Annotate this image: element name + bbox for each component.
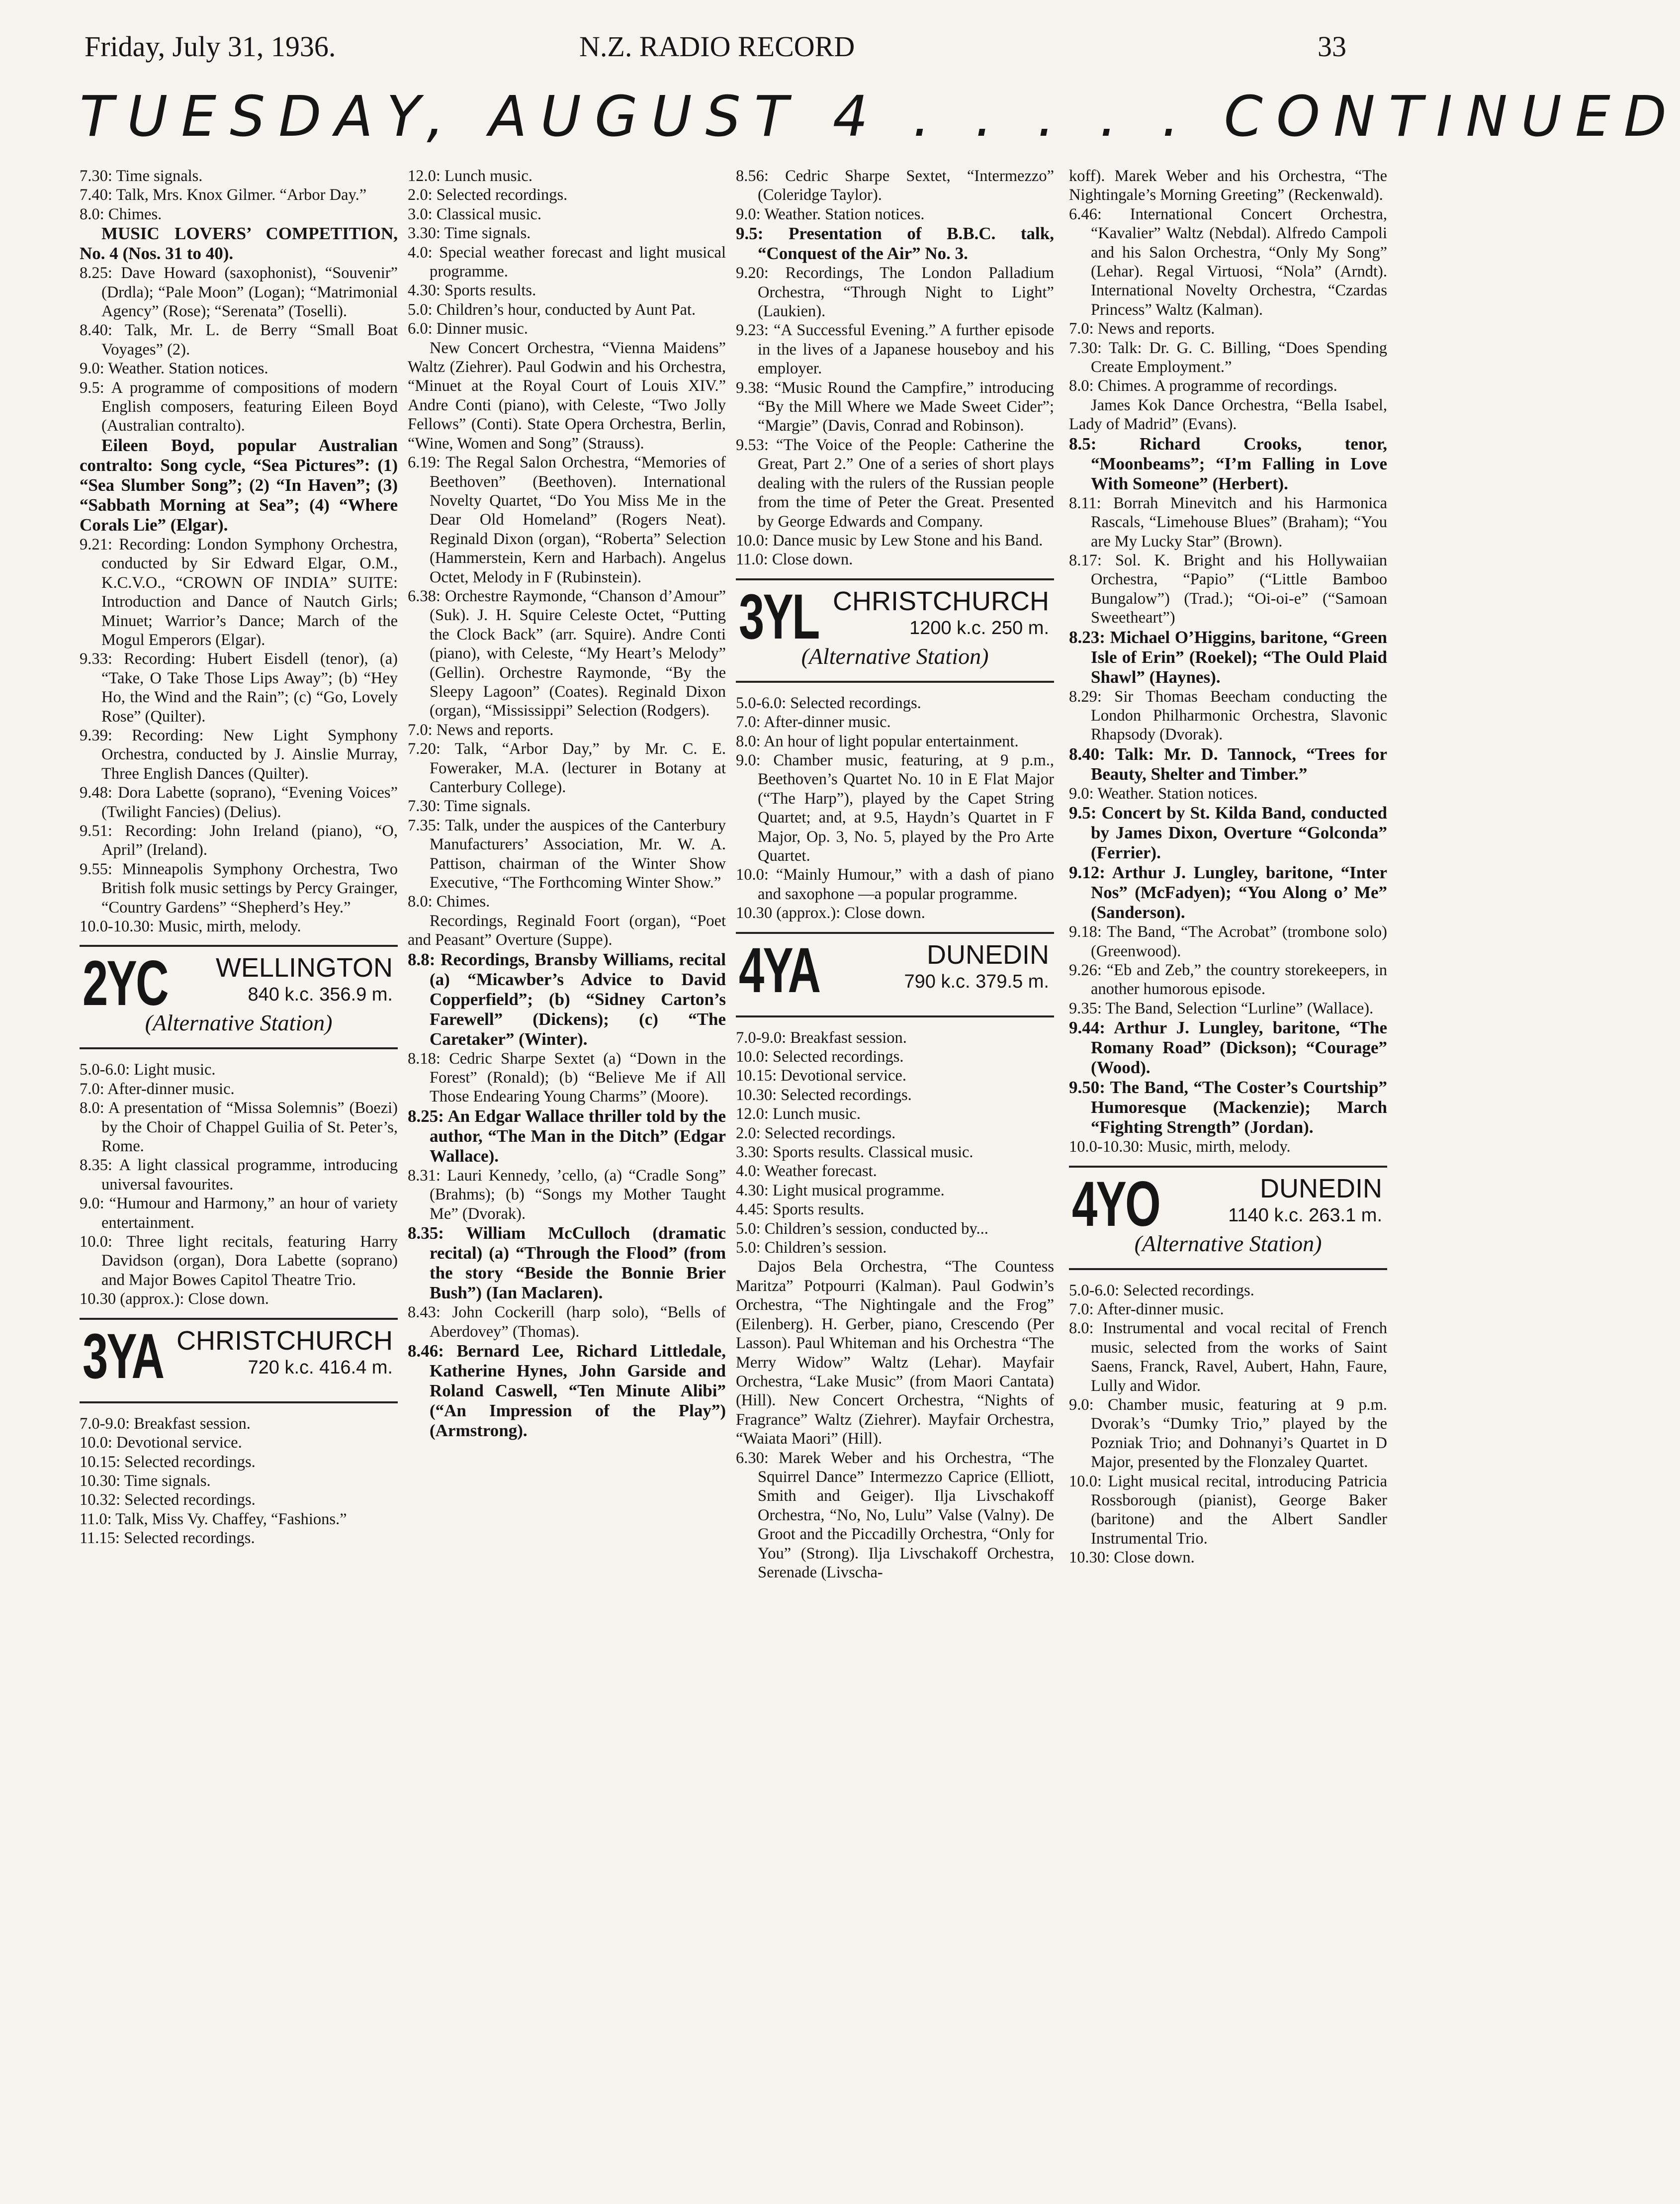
listing: 7.30: Time signals.: [80, 167, 203, 185]
listing: 10.30 (approx.): Close down.: [736, 904, 925, 922]
listing: Eileen Boyd, popular Australian contralto: Song cycle, “Sea Pictures”: (1) “Sea Slumber Song”; (2) “In Haven”; (3) “Sabbath Morning at Sea”; (4) “Where Corals Lie” (Elgar).: [80, 435, 398, 535]
listing: 10.0: Dance music by Lew Stone and his Band.: [736, 531, 1043, 550]
listing: 10.0: Light musical recital, introducing Patricia Rossborough (pianist), George Baker (baritone) and the Albert Sandler Instrumental Trio.: [1069, 1472, 1387, 1548]
station-frequency: 840 k.c. 356.9 m.: [248, 984, 393, 1006]
listing: 10.32: Selected recordings.: [80, 1491, 256, 1509]
listing: 9.5: Concert by St. Kilda Band, conducted by James Dixon, Overture “Golconda” (Ferrier).: [1069, 803, 1387, 863]
listing: 8.35: A light classical programme, introducing universal favourites.: [80, 1156, 398, 1194]
listing: 12.0: Lunch music.: [408, 167, 532, 185]
column-3: [736, 167, 1054, 1582]
listing: 9.20: Recordings, The London Palladium Orchestra, “Through Night to Light” (Laukien).: [736, 264, 1054, 321]
listing: Recordings, Reginald Foort (organ), “Poet and Peasant” Overture (Suppe).: [408, 912, 726, 949]
column-2: [408, 167, 726, 1441]
station-alternative-label: (Alternative Station): [145, 1010, 333, 1036]
listing: 8.31: Lauri Kennedy, ’cello, (a) “Cradle Song” (Brahms); (b) “Songs my Mother Taught Me” (Dvorak).: [408, 1166, 726, 1223]
station-call-sign: 2YC: [83, 948, 168, 1019]
listing: 9.0: Weather. Station notices.: [1069, 784, 1258, 803]
listing: Dajos Bela Orchestra, “The Countess Maritza” Potpourri (Kalman). Paul Godwin’s Orchestra, “The Nightingale and the Frog” (Eilenberg). H. Gerber, piano, Crescendo (Per Lasson). Paul Whiteman and his Orchestra “The Merry Widow” Waltz (Lehar). Mayfair Orchestra, “Lake Music” (from Maori Cantata) (Hill). New Concert Orchestra, “Nights of Fragrance” Waltz (Ziehrer). Mayfair Orchestra, “Waiata Maori” (Hill).: [736, 1258, 1054, 1448]
header-page-number: 33: [1318, 30, 1346, 63]
listing: 8.40: Talk: Mr. D. Tannock, “Trees for Beauty, Shelter and Timber.”: [1069, 744, 1387, 784]
listing: 5.0: Children’s session, conducted by...: [736, 1219, 988, 1238]
listing: 8.8: Recordings, Bransby Williams, recital (a) “Micawber’s Advice to David Copperfield”; (b) “Sidney Carton’s Farewell” (Dickens); (c) “The Caretaker” (Winter).: [408, 949, 726, 1049]
station-box-3ya: [80, 1318, 398, 1403]
station-call-sign: 3YA: [83, 1320, 164, 1392]
listing: 7.0-9.0: Breakfast session.: [80, 1414, 251, 1433]
station-box-4yo: [1069, 1166, 1387, 1270]
listing: 10.0: Selected recordings.: [736, 1048, 904, 1066]
station-box-3yl: [736, 578, 1054, 683]
station-box-4ya: [736, 932, 1054, 1017]
listing: 6.0: Dinner music.: [408, 320, 528, 338]
listing: 10.0-10.30: Music, mirth, melody.: [1069, 1138, 1291, 1156]
listing: 9.12: Arthur J. Lungley, baritone, “Inter Nos” (McFadyen); “You Along o’ Me” (Sanderson).: [1069, 863, 1387, 922]
listing: 9.26: “Eb and Zeb,” the country storekeepers, in another humorous episode.: [1069, 961, 1387, 999]
station-city: WELLINGTON: [215, 953, 393, 983]
listing: 9.0: Chamber music, featuring, at 9 p.m., Beethoven’s Quartet No. 10 in E Flat Major (“The Harp”), played by the Capet String Quartet; and, at 9.5, Haydn’s Quartet in F Major, Op. 3, No. 5, played by the Pro Arte Quartet.: [736, 751, 1054, 865]
station-city: DUNEDIN: [926, 939, 1049, 970]
listing: 8.25: An Edgar Wallace thriller told by the author, “The Man in the Ditch” (Edgar Wallace).: [408, 1106, 726, 1166]
station-frequency: 1200 k.c. 250 m.: [909, 617, 1049, 639]
listing: 10.0: “Mainly Humour,” with a dash of piano and saxophone —a popular programme.: [736, 866, 1054, 903]
listing: 10.15: Devotional service.: [736, 1067, 906, 1085]
listing: 10.0: Three light recitals, featuring Harry Davidson (organ), Dora Labette (soprano) and Major Bowes Capitol Theatre Trio.: [80, 1233, 398, 1289]
listing: 9.5: A programme of compositions of modern English composers, featuring Eileen Boyd (Australian contralto).: [80, 378, 398, 435]
listing: 9.53: “The Voice of the People: Catherine the Great, Part 2.” One of a series of short plays dealing with the rulers of the Russian people from the time of Peter the Great. Presented by George Edwards and Company.: [736, 436, 1054, 531]
listing: 8.23: Michael O’Higgins, baritone, “Green Isle of Erin” (Roekel); “The Ould Plaid Shawl” (Haynes).: [1069, 627, 1387, 687]
column-1: [80, 167, 398, 1548]
listing: 8.0: Chimes. A programme of recordings.: [1069, 377, 1337, 395]
listing: 6.38: Orchestre Raymonde, “Chanson d’Amour” (Suk). J. H. Squire Celeste Octet, “Putting the Clock Back” (arr. Squire). Andre Conti (piano), with Celeste, “My Heart’s Melody” (Gellin). Orchestre Raymonde, “By the Sleepy Lagoon” (Coates). Reginald Dixon (organ), “Mississippi” Selection (Rodgers).: [408, 587, 726, 720]
listing: 5.0-6.0: Selected recordings.: [1069, 1281, 1254, 1299]
listing: 10.30: Selected recordings.: [736, 1086, 912, 1104]
listing: 9.50: The Band, “The Coster’s Courtship” Humoresque (Mackenzie); March “Fighting Strength” (Jordan).: [1069, 1078, 1387, 1137]
listing: 6.46: International Concert Orchestra, “Kavalier” Waltz (Nebdal). Alfredo Campoli and his Salon Orchestra, “Only My Song” (Lehar). Regal Virtuosi, “Nola” (Arndt). International Novelty Orchestra, “Czardas Princess” Waltz (Kalman).: [1069, 205, 1387, 319]
listing: 8.0: An hour of light popular entertainment.: [736, 732, 1019, 750]
column-4: [1069, 167, 1387, 1567]
listing: 8.17: Sol. K. Bright and his Hollywaiian Orchestra, “Papio” (“Little Bamboo Bungalow”) (Trad.); “Oi-oi-e” (“Samoan Sweetheart”): [1069, 551, 1387, 627]
listing: 8.18: Cedric Sharpe Sextet (a) “Down in the Forest” (Ronald); (b) “Believe Me if All Those Endearing Young Charms” (Moore).: [408, 1049, 726, 1106]
station-city: DUNEDIN: [1259, 1173, 1382, 1203]
listing: 9.21: Recording: London Symphony Orchestra, conducted by Sir Edward Elgar, O.M., K.C.V.O., “CROWN OF INDIA” SUITE: Introduction and Dance of Nautch Girls; Minuet; Warrior’s Dance; March of the Mogul Emperors (Elgar).: [80, 535, 398, 649]
listing: 11.0: Talk, Miss Vy. Chaffey, “Fashions.”: [80, 1510, 347, 1528]
listing: 11.15: Selected recordings.: [80, 1529, 255, 1548]
listing: 8.0: Chimes.: [408, 893, 490, 911]
listing: 9.39: Recording: New Light Symphony Orchestra, conducted by J. Ainslie Murray, Three English Dances (Quilter).: [80, 726, 398, 783]
listing: 8.0: Instrumental and vocal recital of French music, selected from the works of Saint Saens, Franck, Ravel, Aubert, Hahn, Faure, Lully and Widor.: [1069, 1319, 1387, 1395]
listing: 9.38: “Music Round the Campfire,” introducing “By the Mill Where we Made Sweet Cider”; “Margie” (Davis, Conrad and Robinson).: [736, 378, 1054, 435]
listing: 6.19: The Regal Salon Orchestra, “Memories of Beethoven” (Beethoven). International Novelty Quartet, “Do You Miss Me in the Dear Old Homeland” (Rogers Neat). Reginald Dixon (organ), “Roberta” Selection (Hammerstein, Kern and Harbach). Angelus Octet, Melody in F (Rubinstein).: [408, 454, 726, 586]
listing: 4.0: Weather forecast.: [736, 1162, 877, 1181]
header-date: Friday, July 31, 1936.: [85, 30, 336, 63]
listing: 9.55: Minneapolis Symphony Orchestra, Two British folk music settings by Percy Grainger, “Country Gardens” “Shepherd’s Hey.”: [80, 860, 398, 917]
listing: 8.5: Richard Crooks, tenor, “Moonbeams”; “I’m Falling in Love With Someone” (Herbert).: [1069, 434, 1387, 493]
listing: 4.30: Light musical programme.: [736, 1181, 945, 1199]
listing: 9.0: “Humour and Harmony,” an hour of variety entertainment.: [80, 1194, 398, 1232]
listing: 2.0: Selected recordings.: [408, 186, 568, 204]
listing: 7.0: After-dinner music.: [736, 713, 891, 732]
listing: New Concert Orchestra, “Vienna Maidens” Waltz (Ziehrer). Paul Godwin and his Orchestra, “Minuet at the Royal Court of Louis XIV.” Andre Conti (piano), with Celeste, “Two Jolly Fellows” (Conti). State Opera Orchestra, Berlin, “Wine, Women and Song” (Strauss).: [408, 339, 726, 453]
listing: 9.0: Weather. Station notices.: [80, 360, 268, 378]
listing: 5.0-6.0: Light music.: [80, 1061, 216, 1079]
listing: 7.40: Talk, Mrs. Knox Gilmer. “Arbor Day.”: [80, 186, 367, 204]
listing: 8.0: A presentation of “Missa Solemnis” (Boezi) by the Choir of Chappel Guilia of St. Peter’s, Rome.: [80, 1099, 398, 1156]
listing: 8.40: Talk, Mr. L. de Berry “Small Boat Voyages” (2).: [80, 321, 398, 359]
listing: 9.35: The Band, Selection “Lurline” (Wallace).: [1069, 999, 1374, 1017]
listing: 10.0-10.30: Music, mirth, melody.: [80, 918, 301, 935]
listing: 7.0: News and reports.: [408, 721, 554, 739]
listing: 3.30: Time signals.: [408, 224, 531, 243]
listing: 10.15: Selected recordings.: [80, 1453, 256, 1471]
listing: 7.30: Time signals.: [408, 797, 531, 816]
listing: 4.0: Special weather forecast and light musical programme.: [408, 243, 726, 281]
header-masthead: N.Z. RADIO RECORD: [579, 30, 855, 63]
listing: 8.46: Bernard Lee, Richard Littledale, Katherine Hynes, John Garside and Roland Caswell, “Ten Minute Alibi” (“An Impression of the Play”) (Armstrong).: [408, 1341, 726, 1440]
listing: 9.33: Recording: Hubert Eisdell (tenor), (a) “Take, O Take Those Lips Away”; (b) “Hey Ho, the Wind and the Rain”; (c) “Go, Lovely Rose” (Quilter).: [80, 650, 398, 726]
listing: 10.0: Devotional service.: [80, 1434, 242, 1452]
listing: 8.11: Borrah Minevitch and his Harmonica Rascals, “Limehouse Blues” (Braham); “You are My Lucky Star” (Brown).: [1069, 494, 1387, 551]
listing: 8.0: Chimes.: [80, 205, 162, 223]
station-alternative-label: (Alternative Station): [801, 643, 989, 669]
listing: 9.48: Dora Labette (soprano), “Evening Voices” (Twilight Fancies) (Delius).: [80, 784, 398, 821]
listing: 5.0: Children’s session.: [736, 1239, 887, 1257]
listing: 3.30: Sports results. Classical music.: [736, 1143, 973, 1162]
listing: 9.44: Arthur J. Lungley, baritone, “The Romany Road” (Dickson); “Courage” (Wood).: [1069, 1018, 1387, 1078]
station-frequency: 1140 k.c. 263.1 m.: [1228, 1204, 1382, 1226]
station-box-2yc: [80, 945, 398, 1049]
listing: 8.29: Sir Thomas Beecham conducting the London Philharmonic Orchestra, Slavonic Rhapsody (Dvorak).: [1069, 687, 1387, 744]
listing: 7.0: News and reports.: [1069, 320, 1215, 338]
listing: 7.30: Talk: Dr. G. C. Billing, “Does Spending Create Employment.”: [1069, 339, 1387, 376]
station-frequency: 720 k.c. 416.4 m.: [248, 1357, 393, 1378]
listing: 4.30: Sports results.: [408, 281, 536, 300]
listing: 9.5: Presentation of B.B.C. talk, “Conquest of the Air” No. 3.: [736, 224, 1054, 264]
listing: 6.30: Marek Weber and his Orchestra, “The Squirrel Dance” Intermezzo Caprice (Elliott, Smith and Geiger). Ilja Livschakoff Orchestra, “No, No, Lulu” Valse (Valny). De Groot and the Piccadilly Orchestra, “Only for You” (Strong). Ilja Livschakoff Orchestra, Serenade (Livscha-: [736, 1449, 1054, 1581]
listing: 12.0: Lunch music.: [736, 1105, 861, 1123]
listing: 8.43: John Cockerill (harp solo), “Bells of Aberdovey” (Thomas).: [408, 1303, 726, 1341]
listing: 9.0: Chamber music, featuring at 9 p.m. Dvorak’s “Dumky Trio,” played by the Pozniak Trio; and Dohnanyi’s Quartet in D Major, presented by the Flonzaley Quartet.: [1069, 1396, 1387, 1471]
listing: 9.18: The Band, “The Acrobat” (trombone solo) (Greenwood).: [1069, 923, 1387, 960]
listing: MUSIC LOVERS’ COMPETITION, No. 4 (Nos. 31 to 40).: [80, 224, 398, 264]
station-frequency: 790 k.c. 379.5 m.: [904, 971, 1049, 992]
station-call-sign: 3YL: [739, 581, 819, 652]
station-city: CHRISTCHURCH: [833, 586, 1049, 616]
listing: 8.56: Cedric Sharpe Sextet, “Intermezzo” (Coleridge Taylor).: [736, 167, 1054, 204]
listing: 8.35: William McCulloch (dramatic recital) (a) “Through the Flood” (from the story “Beside the Bonnie Brier Bush”) (Ian Maclaren).: [408, 1223, 726, 1303]
page-title: TUESDAY, AUGUST 4 . . . . . CONTINUED: [80, 85, 1680, 149]
listing: 2.0: Selected recordings.: [736, 1124, 896, 1142]
listing: 3.0: Classical music.: [408, 205, 541, 223]
listing: 10.30 (approx.): Close down.: [80, 1290, 269, 1308]
listing: 7.0: After-dinner music.: [80, 1080, 235, 1098]
listing: 11.0: Close down.: [736, 551, 853, 569]
station-call-sign: 4YO: [1072, 1168, 1159, 1240]
station-call-sign: 4YA: [739, 934, 820, 1006]
listing: 7.35: Talk, under the auspices of the Canterbury Manufacturers’ Association, Mr. W. A. Pattison, chairman of the Winter Show Executive, “The Forthcoming Winter Show.”: [408, 816, 726, 892]
listing: 5.0: Children’s hour, conducted by Aunt Pat.: [408, 300, 696, 319]
listing: 8.25: Dave Howard (saxophonist), “Souvenir” (Drdla); “Pale Moon” (Logan); “Matrimonial Agency” (Rose); “Serenata” (Toselli).: [80, 264, 398, 321]
listing: 10.30: Close down.: [1069, 1549, 1195, 1567]
listing: koff). Marek Weber and his Orchestra, “The Nightingale’s Morning Greeting” (Reckenwald).: [1069, 167, 1387, 204]
listing: 9.51: Recording: John Ireland (piano), “O, April” (Ireland).: [80, 822, 398, 859]
listing: 7.0: After-dinner music.: [1069, 1300, 1224, 1318]
listing: 10.30: Time signals.: [80, 1471, 211, 1490]
listing: 7.20: Talk, “Arbor Day,” by Mr. C. E. Foweraker, M.A. (lecturer in Botany at Canterbury College).: [408, 740, 726, 796]
listing: 9.23: “A Successful Evening.” A further episode in the lives of a Japanese houseboy and his employer.: [736, 321, 1054, 378]
listing: 9.0: Weather. Station notices.: [736, 205, 925, 223]
listing: 4.45: Sports results.: [736, 1200, 865, 1219]
station-city: CHRISTCHURCH: [177, 1325, 393, 1356]
station-alternative-label: (Alternative Station): [1134, 1230, 1322, 1256]
listing: James Kok Dance Orchestra, “Bella Isabel, Lady of Madrid” (Evans).: [1069, 396, 1387, 434]
listing: 7.0-9.0: Breakfast session.: [736, 1028, 907, 1047]
listing: 5.0-6.0: Selected recordings.: [736, 694, 921, 712]
